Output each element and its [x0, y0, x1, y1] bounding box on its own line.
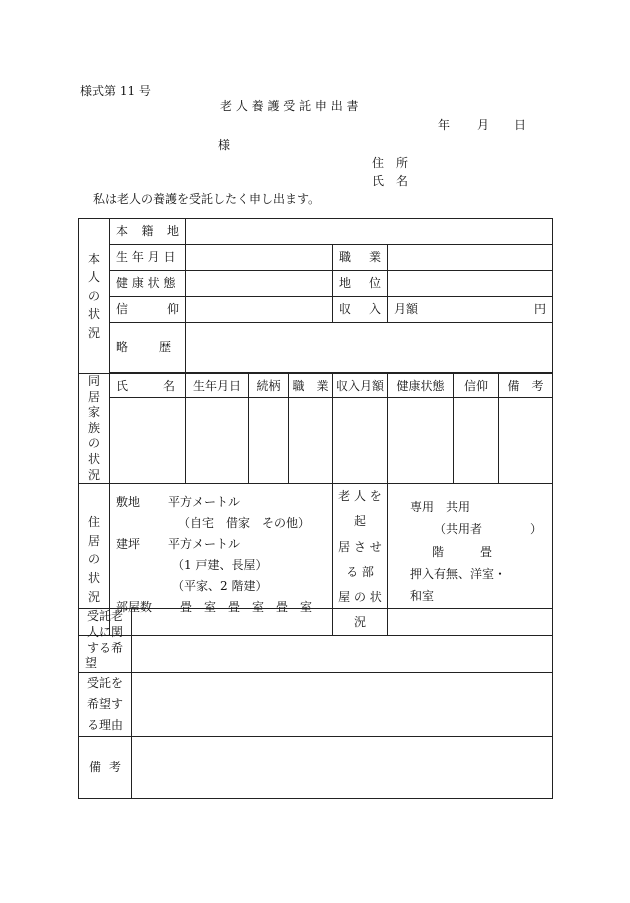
birthdate-field[interactable]	[186, 245, 333, 271]
lower-form-table	[78, 608, 553, 799]
remarks-field[interactable]	[132, 737, 553, 799]
health-field[interactable]	[186, 271, 333, 297]
history-field[interactable]	[186, 323, 553, 373]
domicile-field[interactable]	[186, 219, 553, 245]
reason-label: 受託を 希望す る理由	[79, 673, 132, 737]
family-name-field[interactable]	[110, 398, 186, 484]
reason-field[interactable]	[132, 673, 553, 737]
family-section-label: 同 居 家 族 の 状 況	[79, 374, 110, 484]
family-col-income: 収入月額	[333, 374, 388, 398]
family-col-occupation: 職 業	[289, 374, 333, 398]
family-col-faith: 信仰	[454, 374, 499, 398]
date-year: 年	[438, 118, 451, 132]
family-income-field[interactable]	[333, 398, 388, 484]
income-field[interactable]: 月額 円	[388, 297, 553, 323]
family-col-birthdate: 生年月日	[186, 374, 249, 398]
family-col-relation: 続柄	[249, 374, 289, 398]
faith-field[interactable]	[186, 297, 333, 323]
family-relation-field[interactable]	[249, 398, 289, 484]
history-label: 略 歴	[110, 323, 186, 373]
room-condition-label: 老 人 を 起 居 さ せ る 部 屋 の 状 況	[333, 484, 388, 636]
family-faith-field[interactable]	[454, 398, 499, 484]
family-note-field[interactable]	[499, 398, 553, 484]
family-col-health: 健康状態	[388, 374, 454, 398]
date-day: 日	[514, 118, 527, 132]
form-title: 老 人 養 護 受 託 申 出 書	[220, 99, 359, 113]
wishes-field[interactable]	[132, 609, 553, 673]
personal-section-label: 本 人 の 状 況	[79, 219, 110, 374]
addressee-suffix: 様	[218, 138, 231, 152]
family-occupation-field[interactable]	[289, 398, 333, 484]
position-label: 地 位	[333, 271, 388, 297]
family-birthdate-field[interactable]	[186, 398, 249, 484]
remarks-label: 備 考	[79, 737, 132, 799]
family-health-field[interactable]	[388, 398, 454, 484]
applicant-name-label: 氏 名	[372, 174, 409, 188]
form-number: 様式第 11 号	[80, 84, 151, 98]
family-col-name: 氏 名	[110, 374, 186, 398]
faith-label: 信 仰	[110, 297, 186, 323]
applicant-address-label: 住 所	[372, 156, 409, 170]
main-form-table	[78, 218, 553, 636]
date-month: 月	[477, 118, 490, 132]
housing-details-field[interactable]: 敷地 平方メートル （自宅 借家 その他） 建坪 平方メートル （1 戸建、長屋） （平家、2 階建） 部屋数 畳 室 畳 室 畳 室	[110, 484, 333, 636]
occupation-label: 職 業	[333, 245, 388, 271]
birthdate-label: 生 年 月 日	[110, 245, 186, 271]
family-col-note: 備 考	[499, 374, 553, 398]
wishes-label: 受託老 人に関 する希 望	[79, 609, 132, 673]
occupation-field[interactable]	[388, 245, 553, 271]
health-label: 健 康 状 態	[110, 271, 186, 297]
income-label: 収 入	[333, 297, 388, 323]
housing-section-label: 住 居 の 状 況	[79, 484, 110, 636]
room-condition-field[interactable]: 専用 共用 （共用者 ） 階 畳 押入有無、洋室・ 和室	[388, 484, 553, 636]
position-field[interactable]	[388, 271, 553, 297]
application-statement: 私は老人の養護を受託したく申し出ます。	[93, 192, 321, 206]
domicile-label: 本 籍 地	[110, 219, 186, 245]
